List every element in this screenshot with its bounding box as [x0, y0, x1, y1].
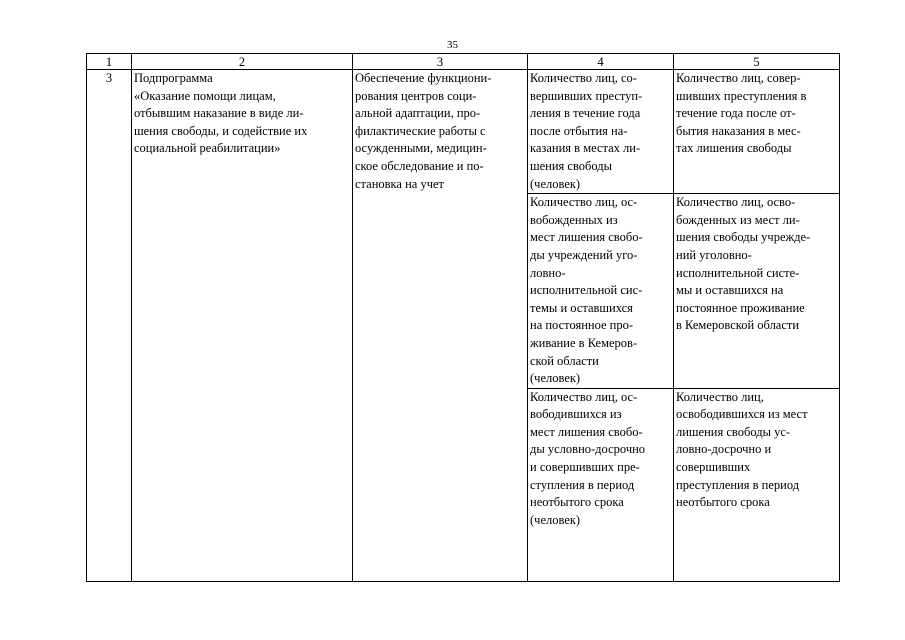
activity-cell: Обеспечение функциони- рования центров соци- альной адаптации, про- филактические работы с осужденными, медицин- ское обследование и по- становка на учет — [353, 70, 528, 582]
indicator-cell: Количество лиц, со- вершивших преступ- ления в течение года после отбытия на- казания в местах ли- шения свободы (человек) — [528, 70, 674, 194]
header-cell-5: 5 — [674, 54, 840, 70]
header-cell-3: 3 — [353, 54, 528, 70]
indicator-description-cell: Количество лиц, совер- шивших преступления в течение года после от- бытия наказания в мес- тах лишения свободы — [674, 70, 840, 194]
indicator-cell: Количество лиц, ос- вобожденных из мест лишения свобо- ды учреждений уго- ловно- исполнительной сис- темы и оставшихся на постоянное про- живание в Кемеров- ской области (человек) — [528, 194, 674, 389]
indicator-description-cell: Количество лиц, освободившихся из мест лишения свободы ус- ловно-досрочно и совершивших преступления в период неотбытого срока — [674, 388, 840, 581]
table-header-row — [87, 54, 840, 70]
program-table — [86, 53, 840, 582]
row-number-cell: 3 — [87, 70, 132, 582]
indicator-description-cell: Количество лиц, осво- божденных из мест ли- шения свободы учрежде- ний уголовно- исполнительной систе- мы и оставшихся на постоянное проживание в Кемеровской области — [674, 194, 840, 389]
indicator-cell: Количество лиц, ос- вободившихся из мест лишения свобо- ды условно-досрочно и совершивших пре- ступления в период неотбытого срока (человек) — [528, 388, 674, 581]
header-cell-2: 2 — [132, 54, 353, 70]
header-cell-1: 1 — [87, 54, 132, 70]
table-row — [87, 70, 840, 194]
page-number: 35 — [447, 39, 458, 51]
header-cell-4: 4 — [528, 54, 674, 70]
subprogram-cell: Подпрограмма «Оказание помощи лицам, отбывшим наказание в виде ли- шения свободы, и содействие их социальной реабилитации» — [132, 70, 353, 582]
